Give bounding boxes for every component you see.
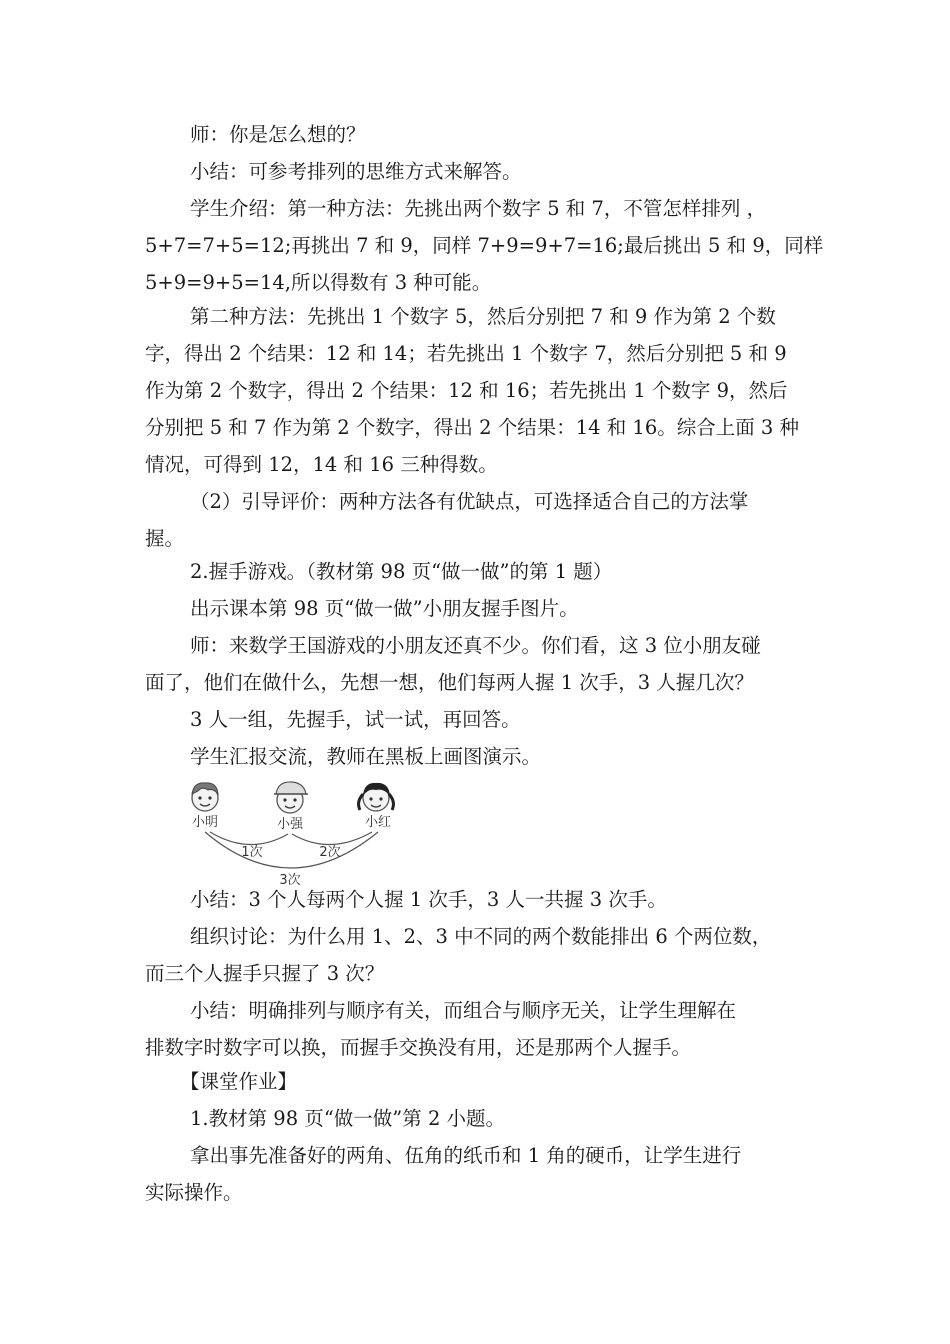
paragraph-summary-2 bbox=[145, 881, 810, 918]
handshake-diagram bbox=[180, 776, 420, 888]
text-line: 字，得出 2 个结果：12 和 14；若先挑出 1 个数字 7，然后分别把 5 和 9 bbox=[145, 342, 787, 365]
text-line: 5+9=9+5=14,所以得数有 3 种可能。 bbox=[145, 271, 492, 294]
arc-label-2: 2次 bbox=[319, 845, 341, 860]
text-line: 【课堂作业】 bbox=[180, 1070, 298, 1093]
arc-label-3: 3次 bbox=[279, 873, 301, 888]
boy-xiaoqiang-icon bbox=[274, 782, 308, 813]
text-line: 5+7=7+5=12;再挑出 7 和 9，同样 7+9=9+7=16;最后挑出 5 和 9，同样 bbox=[145, 234, 824, 257]
text-line: 出示课本第 98 页“做一做”小朋友握手图片。 bbox=[190, 597, 579, 620]
child-name-xiaohong: 小红 bbox=[364, 815, 392, 830]
text-line: 拿出事先准备好的两角、伍角的纸币和 1 角的硬币，让学生进行 bbox=[190, 1144, 742, 1167]
paragraph-discussion bbox=[145, 918, 810, 992]
text-line: 而三个人握手只握了 3 次？ bbox=[145, 962, 385, 985]
child-name-xiaoming: 小明 bbox=[191, 815, 219, 830]
text-line: 组织讨论：为什么用 1、2、3 中不同的两个数能排出 6 个两位数， bbox=[190, 925, 772, 948]
text-line: 第二种方法：先挑出 1 个数字 5，然后分别把 7 和 9 作为第 2 个数 bbox=[190, 305, 776, 328]
text-line: 学生汇报交流，教师在黑板上画图演示。 bbox=[190, 745, 542, 768]
paragraph-classwork-1 bbox=[145, 1100, 810, 1137]
paragraph-show-picture bbox=[145, 590, 810, 627]
text-line: 实际操作。 bbox=[145, 1181, 243, 1204]
text-line: 面了，他们在做什么，先想一想，他们每两人握 1 次手，3 人握几次？ bbox=[145, 671, 754, 694]
paragraph-method-one bbox=[145, 190, 824, 301]
handshake-diagram-svg bbox=[180, 776, 420, 888]
text-line: 学生介绍：第一种方法：先挑出两个数字 5 和 7，不管怎样排列 ， bbox=[190, 197, 767, 220]
text-line: （2）引导评价：两种方法各有优缺点，可选择适合自己的方法掌 bbox=[190, 490, 749, 513]
paragraph-report bbox=[145, 738, 810, 775]
paragraph-operation bbox=[145, 1137, 810, 1211]
text-line: 小结：可参考排列的思维方式来解答。 bbox=[190, 160, 522, 183]
paragraph-group-activity bbox=[145, 701, 810, 738]
text-line: 2.握手游戏。（教材第 98 页“做一做”的第 1 题） bbox=[190, 560, 613, 583]
text-line: 握。 bbox=[145, 527, 185, 550]
girl-xiaohong-icon bbox=[359, 783, 394, 811]
paragraph-summary-1 bbox=[145, 153, 810, 190]
text-line: 情况，可得到 12，14 和 16 三种得数。 bbox=[145, 453, 498, 476]
paragraph-evaluation bbox=[145, 483, 810, 557]
text-line: 师：你是怎么想的？ bbox=[190, 123, 366, 146]
arc-label-1: 1次 bbox=[241, 845, 263, 860]
text-line: 师：来数学王国游戏的小朋友还真不少。你们看，这 3 位小朋友碰 bbox=[190, 634, 761, 657]
section-heading-classwork bbox=[180, 1063, 810, 1100]
paragraph-method-two bbox=[145, 298, 810, 483]
paragraph-teacher-question bbox=[145, 116, 810, 153]
text-line: 小结：明确排列与顺序有关，而组合与顺序无关，让学生理解在 bbox=[190, 999, 737, 1022]
text-line: 作为第 2 个数字，得出 2 个结果：12 和 16；若先挑出 1 个数字 9，然后 bbox=[145, 379, 788, 402]
handshake-arc-3 bbox=[205, 832, 378, 868]
paragraph-teacher-prompt bbox=[145, 627, 810, 701]
text-line: 排数字时数字可以换，而握手交换没有用，还是那两个人握手。 bbox=[145, 1036, 692, 1059]
text-line: 1.教材第 98 页“做一做”第 2 小题。 bbox=[190, 1107, 506, 1130]
child-name-xiaoqiang: 小强 bbox=[276, 817, 304, 832]
paragraph-summary-3 bbox=[145, 992, 810, 1066]
handshake-arc-1 bbox=[210, 832, 288, 845]
boy-xiaoming-icon bbox=[192, 783, 218, 811]
handshake-arc-2 bbox=[292, 832, 372, 845]
text-line: 3 人一组，先握手，试一试，再回答。 bbox=[190, 708, 521, 731]
paragraph-handshake-game bbox=[145, 553, 810, 590]
text-line: 小结：3 个人每两个人握 1 次手，3 人一共握 3 次手。 bbox=[190, 888, 667, 911]
text-line: 分别把 5 和 7 作为第 2 个数字，得出 2 个结果：14 和 16。综合上面 3 种 bbox=[145, 416, 800, 439]
